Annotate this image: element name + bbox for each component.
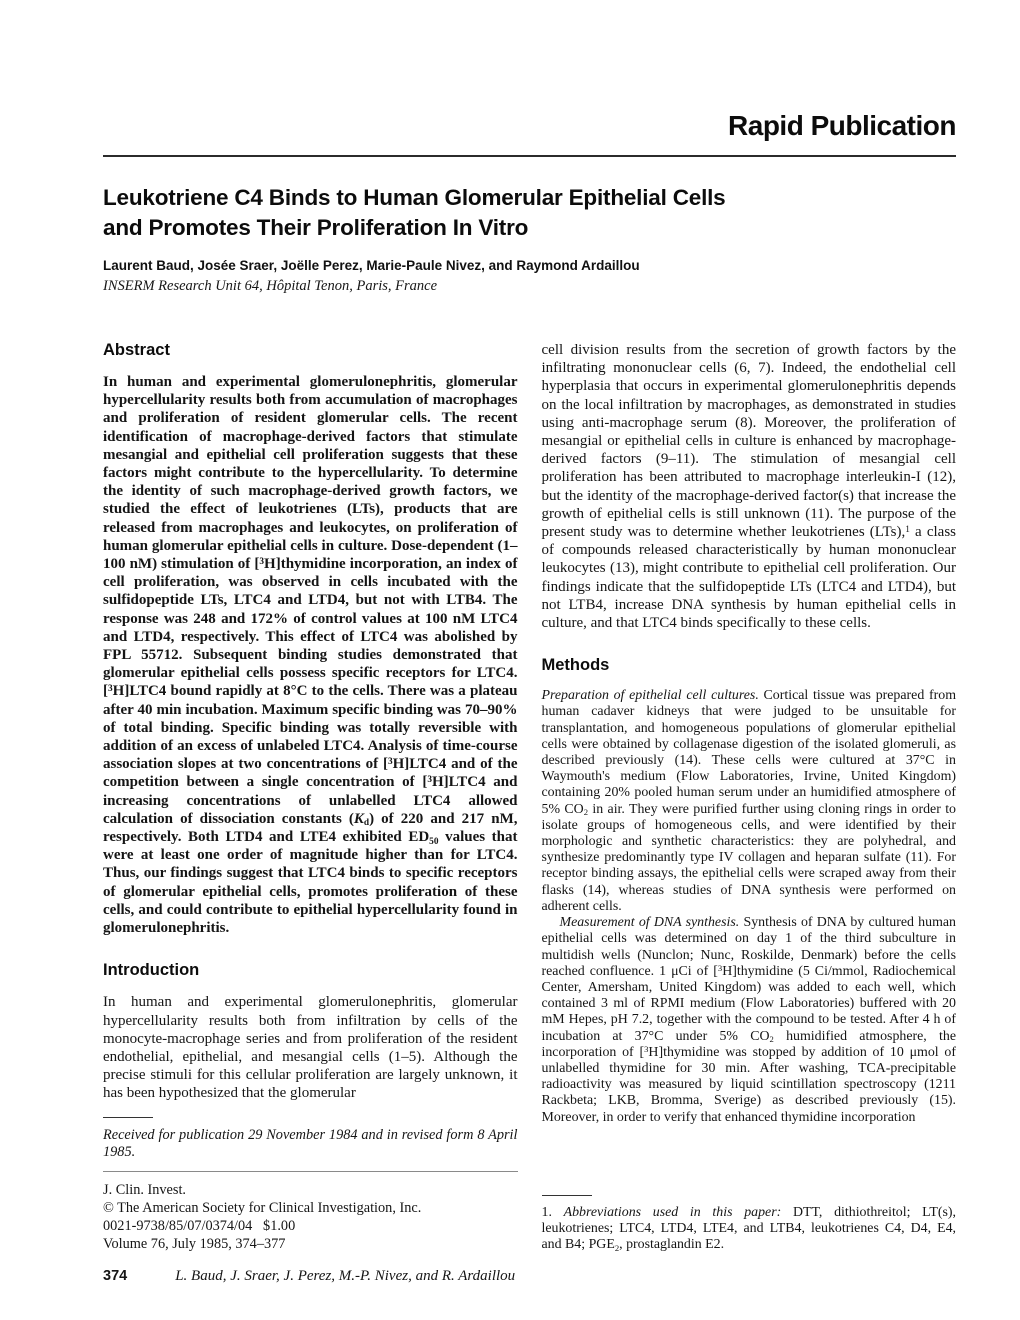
article-header xyxy=(103,110,956,295)
affiliation: INSERM Research Unit 64, Hôpital Tenon, Paris, France xyxy=(103,278,438,294)
volume-line: Volume 76, July 1985, 374–377 xyxy=(103,1235,286,1252)
issn-price-line: 0021-9738/85/07/0374/04 $1.00 xyxy=(103,1217,296,1234)
left-column-footnotes xyxy=(103,1103,518,1254)
methods-heading: Methods xyxy=(541,656,610,675)
introduction-continuation-paragraph: cell division results from the secretion of growth factors by the infiltrating mononuclear cells (6, 7). Indeed, the endothelial cell hyperplasia that occurs in experimental glomerulonephritis depends on the local infiltration by macrophages, as demonstrated in studies using anti-macrophage serum (8). Moreover, the proliferation of mesangial or epithelial cells in culture is enhanced by macrophage-derived factors (9–11). The stimulation of mesangial cell proliferation has been attributed to macrophage interleukin-I (12), but the identity of the macrophage-derived factor(s) that increase the growth of epithelial cells is still unknown (11). The purpose of the present study was to determine whether leukotrienes (LTs),$^1$ a class of compounds released characteristically by human mononuclear leukocytes (13), might contribute to epithelial cell proliferation. Our findings indicate that the sulfidopeptide LTs (LTC4 and LTD4), but not LTB4, increase DNA synthesis by human epithelial cells in culture, and that LTC4 binds specifically to these cells. xyxy=(541,342,956,632)
left-column xyxy=(103,341,518,1253)
page-footer xyxy=(103,1268,956,1285)
footnote-rule xyxy=(542,1195,592,1196)
abbreviations-footnote: 1. Abbreviations used in this paper: DTT, dithiothreitol; LT(s), leukotrienes; LTC4, LTD4, LTE4, and LTB4, leukotrienes C4, D4, E4, and B4; $PGE_2$, prostaglandin E2. xyxy=(541,1204,957,1253)
copyright-line: © The American Society for Clinical Investigation, Inc. xyxy=(103,1199,422,1216)
header-rule xyxy=(103,155,956,157)
two-column-body xyxy=(103,341,956,1253)
methods-preparation-paragraph: Preparation of epithelial cell cultures. Cortical tissue was prepared from human cadaver kidneys that were judged to be unsuitable for transplantation, and homogeneous populations of glomerular epithelial cells were obtained by collagenase digestion of the isolated glomeruli, as described previously (14). These cells were cultured at 37°C in Waymouth's medium (Flow Laboratories, Irvine, United Kingdom) containing 20% pooled human serum under an humidified atmosphere of 5% $CO_2$ in air. They were purified further using cloning rings in order to isolate groups of homogeneous cells, and were identified by their morphologic and synthetic characteristics: they are polyhedral, and synthesize predominantly type IV collagen and heparan sulfate (11). For receptor binding assays, the epithelial cells were scraped away from their flasks (14), whereas studies of DNA synthesis were performed on adherent cells. xyxy=(541,688,956,914)
publisher-divider-rule xyxy=(103,1171,518,1172)
introduction-heading: Introduction xyxy=(103,961,200,980)
running-authors: L. Baud, J. Sraer, J. Perez, M.-P. Nivez, and R. Ardaillou xyxy=(175,1268,516,1285)
article-title: Leukotriene C4 Binds to Human Glomerular Epithelial Cells and Promotes Their Proliferation In Vitro xyxy=(103,185,726,240)
publisher-block xyxy=(103,1182,518,1253)
right-column xyxy=(542,341,957,1253)
methods-measurement-paragraph: Measurement of DNA synthesis. Synthesis of DNA by cultured human epithelial cells was determined on day 1 of the third subculture in multidish wells (Nunclon; Nunc, Roskilde, Denmark) before the cells reached confluence. 1 μCi of [$^3$H]thymidine (5 Ci/mmol, Radiochemical Center, Amersham, United Kingdom) was added to each well, which contained 3 ml of RPMI medium (Flow Laboratories) buffered with 20 mM Hepes, pH 7.2, together with the compound to be tested. After 4 h of incubation at 37°C under 5% $CO_2$ humidified atmosphere, the incorporation of [$^3$H]thymidine was stopped by addition of 10 μmol of unlabelled thymidine for 30 min. After washing, TCA-precipitable radioactivity was measured by liquid scintillation spectroscopy (1211 Rackbeta; LKB, Bromma, Sverige) as described previously (15). Moreover, in order to verify that enhanced thymidine incorporation xyxy=(541,915,956,1125)
introduction-paragraph: In human and experimental glomerulonephritis, glomerular hypercellularity results both from infiltration by cells of the monocyte-macrophage series and from proliferation of the resident endothelial, epithelial, and mesangial cells (1–5). Although the precise stimuli for this cellular proliferation are largely unknown, it has been hypothesized that the glomerular xyxy=(103,994,518,1102)
journal-section-kicker: Rapid Publication xyxy=(728,110,956,141)
received-date-note: Received for publication 29 November 1984 and in revised form 8 April 1985. xyxy=(103,1126,518,1161)
journal-name-line: J. Clin. Invest. xyxy=(103,1182,187,1199)
author-list: Laurent Baud, Josée Sraer, Joëlle Perez, Marie-Paule Nivez, and Raymond Ardaillou xyxy=(103,258,640,273)
right-column-footnotes xyxy=(542,1181,957,1254)
abstract-heading: Abstract xyxy=(103,341,170,359)
abstract-paragraph: In human and experimental glomerulonephritis, glomerular hypercellularity results both from accumulation of macrophages and proliferation of resident glomerular cells. The recent identification of macrophage-derived factors that stimulate mesangial and epithelial cell proliferation suggests that these factors might contribute to the hypercellularity. To determine the identity of such macrophage-derived growth factors, we studied the effect of leukotrienes (LTs), products that are released from macrophages and leukocytes, on proliferation of human glomerular epithelial cells in culture. Dose-dependent (1–100 nM) stimulation of [$^3$H]thymidine incorporation, an index of cell proliferation, was observed in cells incubated with the sulfidopeptide LTs, LTC4 and LTD4, but not with LTB4. The response was 248 and 172% of control values at 100 nM LTC4 and LTD4, respectively. This effect of LTC4 was abolished by FPL 55712. Subsequent binding studies demonstrated that glomerular epithelial cells possess specific receptors for LTC4. [$^3$H]LTC4 bound rapidly at 8°C to the cells. There was a plateau after 40 min incubation. Maximum specific binding was 70–90% of total binding. Specific binding was totally reversible with addition of an excess of unlabeled LTC4. Analysis of time-course association slopes at two concentrations of [$^3$H]LTC4 and of the competition between a single concentration of [$^3$H]LTC4 and increasing concentrations of unlabelled LTC4 allowed calculation of dissociation constants $(K_d)$ of 220 and 217 nM, respectively. Both LTD4 and LTE4 exhibited $ED_{50}$ values that were at least one order of magnitude higher than for LTC4. Thus, our findings suggest that LTC4 binds to specific receptors of glomerular epithelial cells, promotes proliferation of these cells, and could contribute to epithelial hypercellularity found in glomerulonephritis. xyxy=(103,374,518,937)
footnote-rule xyxy=(103,1117,153,1118)
page-number: 374 xyxy=(103,1268,128,1285)
